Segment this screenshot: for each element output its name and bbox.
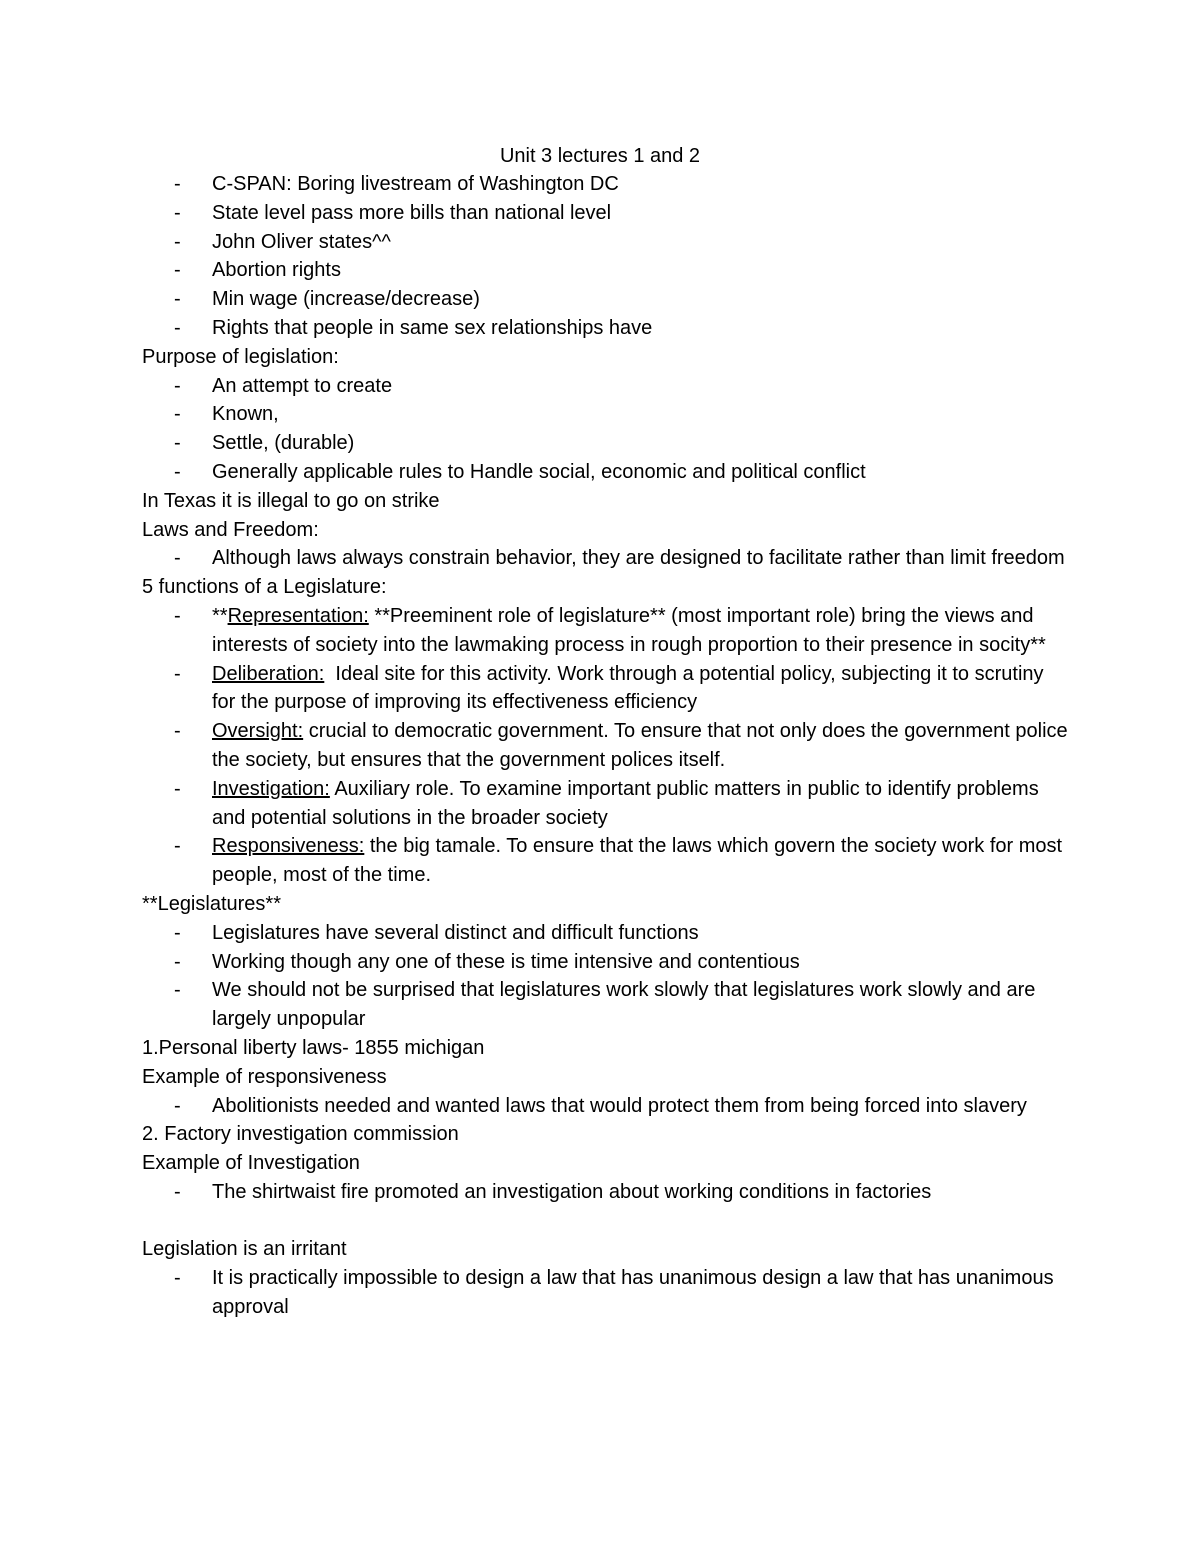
- bullet-item: [142, 429, 1072, 458]
- bullet-dash: -: [174, 950, 181, 973]
- bullet-text: C-SPAN: Boring livestream of Washington DC: [212, 173, 619, 195]
- function-term: Oversight:: [212, 720, 304, 743]
- function-term: Responsiveness:: [212, 835, 365, 858]
- bullet-dash: -: [174, 1267, 181, 1290]
- document-title: Unit 3 lectures 1 and 2: [499, 145, 701, 167]
- bullet-item: [142, 948, 1072, 977]
- function-term: Investigation:: [212, 777, 330, 800]
- bullet-text: An attempt to create: [212, 374, 393, 397]
- bullet-item: [142, 544, 1072, 573]
- bullet-dash: -: [174, 288, 181, 311]
- bullet-dash: -: [174, 460, 181, 483]
- bullet-text: Abortion rights: [212, 259, 341, 282]
- bullet-text: Rights that people in same sex relationships have: [212, 316, 653, 339]
- bullet-dash: -: [174, 921, 181, 944]
- example-title-1: 1.Personal liberty laws- 1855 michigan: [142, 1036, 485, 1059]
- bullet-text: Min wage (increase/decrease): [212, 288, 480, 311]
- section-heading-laws-freedom: Laws and Freedom:: [142, 518, 319, 541]
- bullet-item: [142, 170, 1072, 199]
- function-item: [142, 775, 1072, 833]
- bullet-text: Abolitionists needed and wanted laws that would protect them from being forced into slavery: [212, 1094, 1027, 1117]
- section-heading-irritant: Legislation is an irritant: [142, 1238, 347, 1261]
- bullet-item: [142, 458, 1072, 487]
- bullet-dash: -: [174, 173, 181, 195]
- example-title-2: 2. Factory investigation commission: [142, 1123, 459, 1146]
- bullet-dash: -: [174, 259, 181, 282]
- bullet-text: State level pass more bills than national level: [212, 201, 612, 224]
- bullet-item: [142, 1092, 1072, 1121]
- bullet-dash: -: [174, 432, 181, 455]
- bullet-item: [142, 199, 1072, 228]
- section-heading-functions: 5 functions of a Legislature:: [142, 576, 387, 599]
- bullet-dash: -: [174, 547, 181, 570]
- section-heading-purpose: Purpose of legislation:: [142, 345, 339, 368]
- function-text: Auxiliary role. To examine important public matters in public to identify problems and potential solutions in the broader society: [212, 777, 1039, 829]
- function-text: the big tamale. To ensure that the laws which govern the society work for most people, most of the time.: [212, 835, 1063, 887]
- bullet-text: It is practically impossible to design a law that has unanimous design a law that has unanimous approval: [212, 1267, 1054, 1319]
- bullet-dash: -: [174, 604, 181, 627]
- bullet-text: Generally applicable rules to Handle social, economic and political conflict: [212, 460, 866, 483]
- bullet-item: [142, 372, 1072, 401]
- bullet-dash: -: [174, 1094, 181, 1117]
- bullet-item: [142, 976, 1072, 1034]
- bullet-dash: -: [174, 720, 181, 743]
- bullet-text: Working though any one of these is time intensive and contentious: [212, 950, 800, 973]
- bullet-text: Legislatures have several distinct and difficult functions: [212, 921, 699, 944]
- example-subtitle-2: Example of Investigation: [142, 1152, 360, 1175]
- bullet-text: John Oliver states^^: [212, 230, 391, 253]
- bullet-text: Settle, (durable): [212, 432, 355, 455]
- bullet-text: Known,: [212, 403, 279, 426]
- bullet-item: [142, 400, 1072, 429]
- bullet-item: [142, 919, 1072, 948]
- bullet-dash: -: [174, 1180, 181, 1203]
- function-term: Representation:: [227, 604, 369, 627]
- bullet-text: The shirtwaist fire promoted an investigation about working conditions in factories: [212, 1180, 932, 1203]
- bullet-item: [142, 1178, 1072, 1207]
- bullet-dash: -: [174, 403, 181, 426]
- function-text: Ideal site for this activity. Work through a potential policy, subjecting it to scrutiny for the purpose of improving its effectiveness efficiency: [212, 662, 1050, 714]
- bullet-dash: -: [174, 979, 181, 1002]
- function-item: [142, 602, 1072, 660]
- bullet-item: [142, 314, 1072, 343]
- function-term: Deliberation:: [212, 662, 325, 685]
- section-heading-legislatures: **Legislatures**: [142, 892, 281, 915]
- bullet-item: [142, 1264, 1072, 1322]
- bullet-dash: -: [174, 662, 181, 685]
- function-item: [142, 660, 1072, 718]
- bullet-item: [142, 285, 1072, 314]
- blank-line: [142, 1207, 1100, 1236]
- bullet-item: [142, 256, 1072, 285]
- bullet-dash: -: [174, 835, 181, 858]
- texas-line: In Texas it is illegal to go on strike: [142, 489, 440, 512]
- function-item: [142, 832, 1072, 890]
- function-prefix: **: [212, 604, 228, 627]
- bullet-dash: -: [174, 230, 181, 253]
- bullet-text: We should not be surprised that legislatures work slowly that legislatures work slowly and are largely unpopular: [212, 979, 1036, 1031]
- function-text: crucial to democratic government. To ensure that not only does the government police the society, but ensures that the government polices itself.: [212, 720, 1068, 771]
- bullet-text: Although laws always constrain behavior, they are designed to facilitate rather than limit freedom: [212, 547, 1065, 570]
- function-item: [142, 717, 1072, 775]
- bullet-dash: -: [174, 316, 181, 339]
- bullet-dash: -: [174, 374, 181, 397]
- bullet-dash: -: [174, 777, 181, 800]
- bullet-dash: -: [174, 201, 181, 224]
- function-text: **Preeminent role of legislature** (most important role) bring the views and interests of society into the lawmaking process in rough proportion to their presence in socity**: [212, 604, 1046, 656]
- bullet-item: [142, 228, 1072, 257]
- example-subtitle-1: Example of responsiveness: [142, 1065, 387, 1088]
